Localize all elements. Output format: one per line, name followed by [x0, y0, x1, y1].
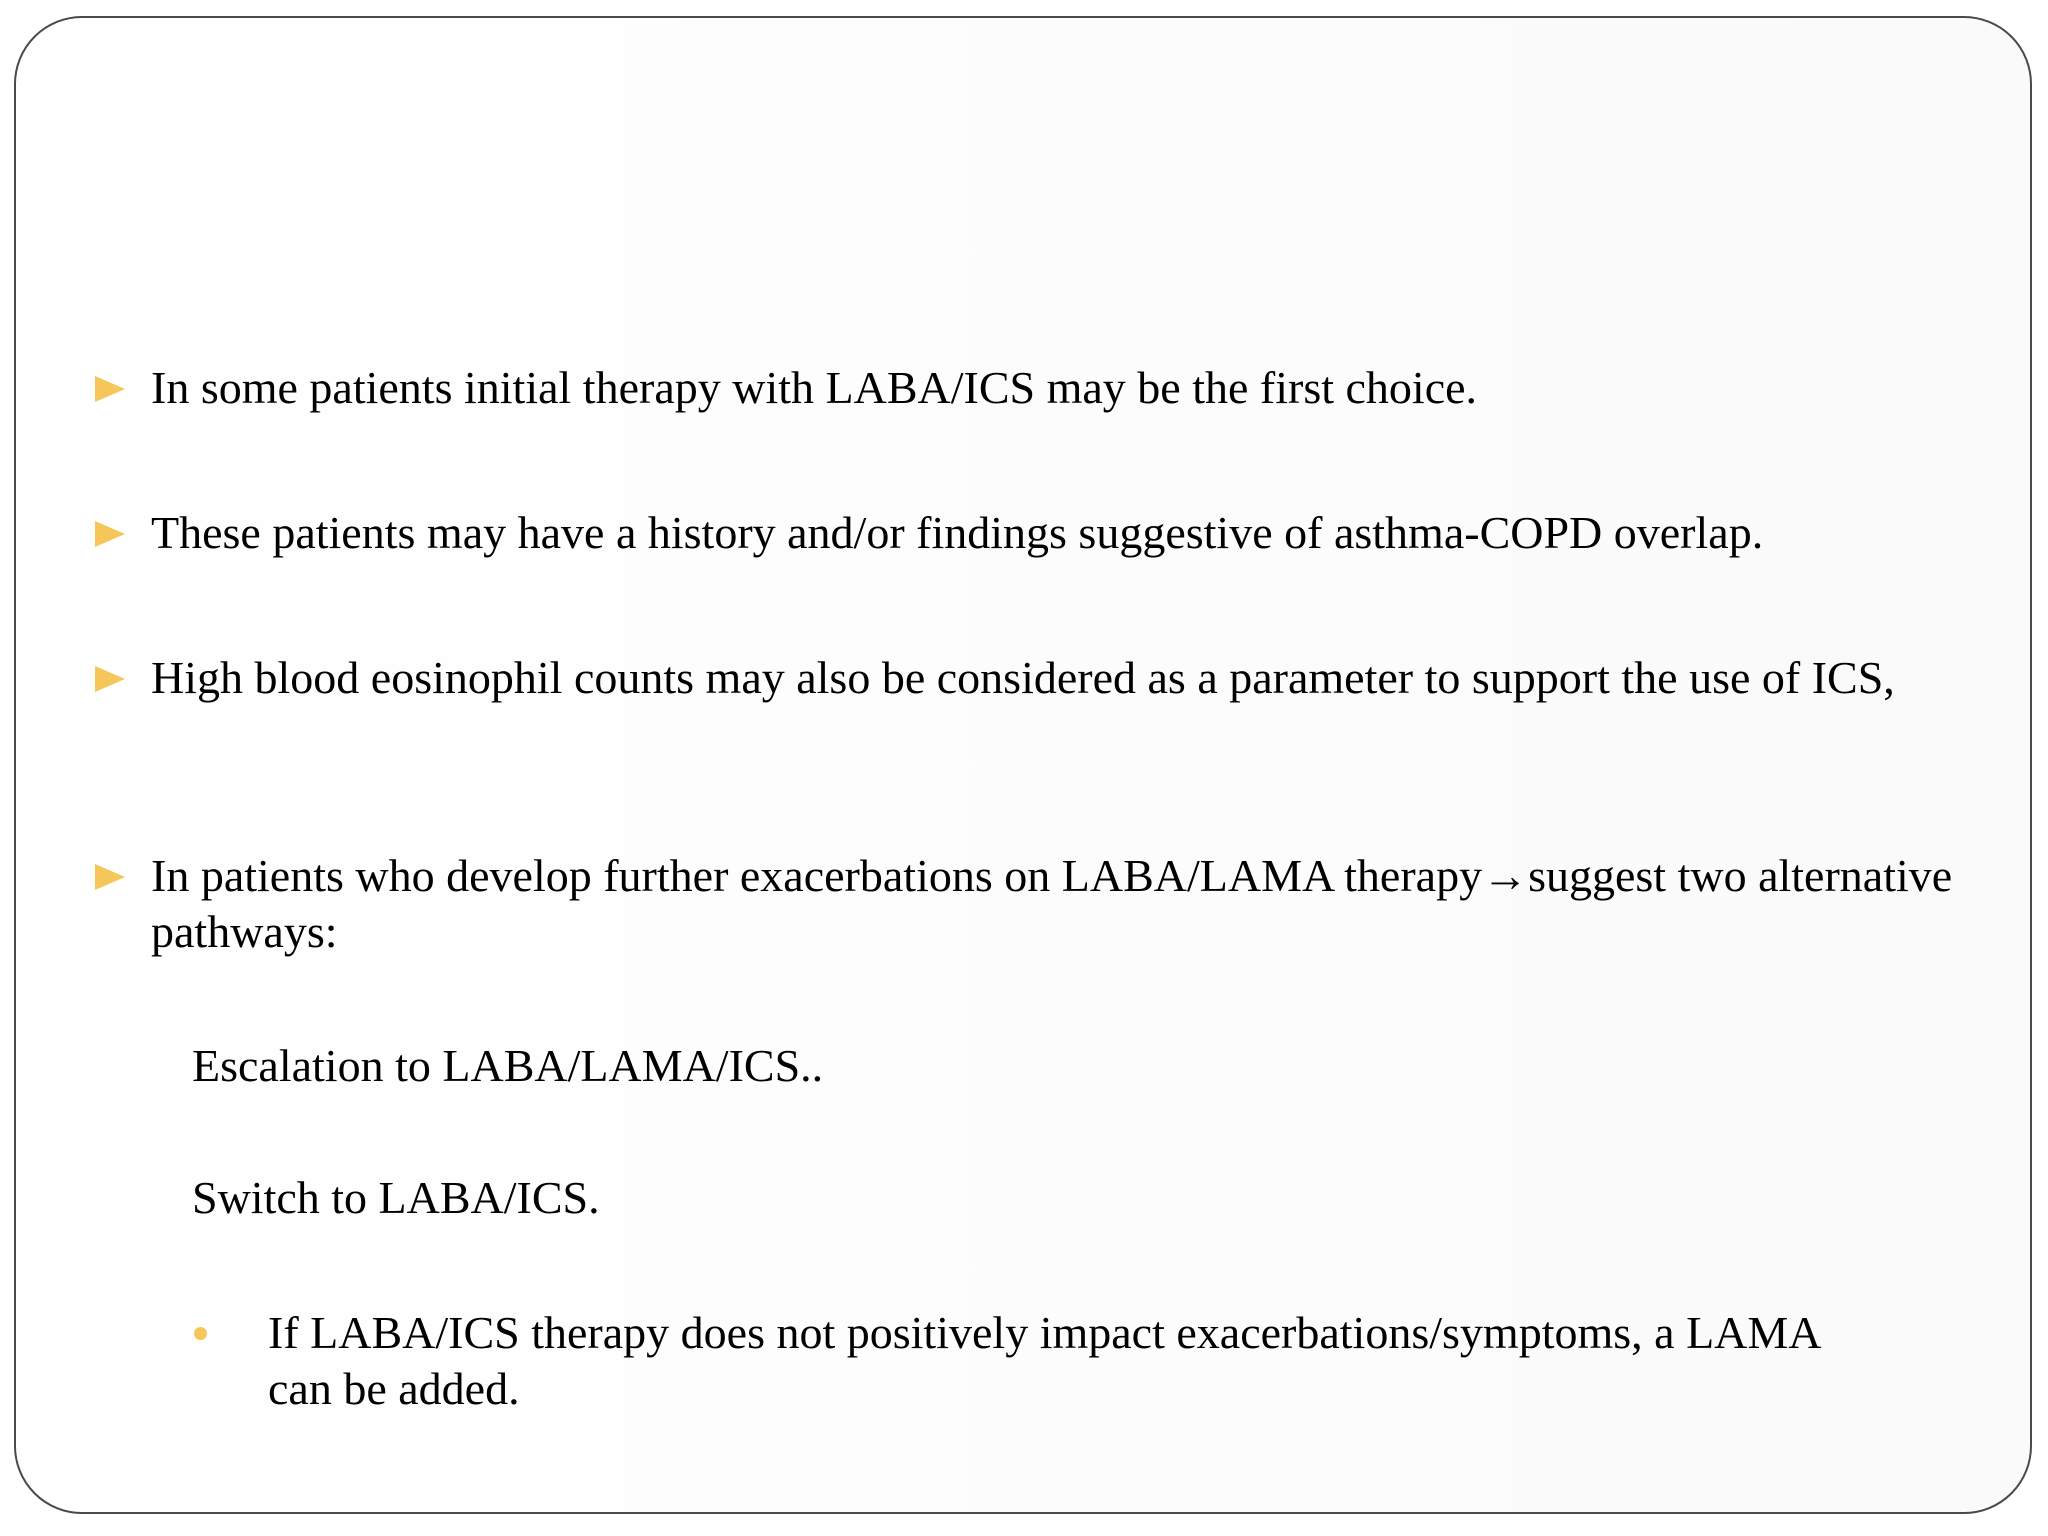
pathway-escalation: Escalation to LABA/LAMA/ICS..: [192, 1040, 824, 1091]
bullet-text: In patients who develop further exacerbations on LABA/LAMA therapy→suggest two alternative pathways:: [151, 850, 1953, 957]
pathway-switch: Switch to LABA/ICS.: [192, 1172, 600, 1223]
bullet-text: These patients may have a history and/or findings suggestive of asthma-COPD overlap.: [151, 507, 1764, 558]
triangle-bullet-icon: [95, 650, 151, 706]
bullet-text: In some patients initial therapy with LABA/ICS may be the first choice.: [151, 362, 1478, 413]
bullet-text: High blood eosinophil counts may also be considered as a parameter to support the use of ICS,: [151, 652, 1895, 703]
bullet-item-4: [95, 848, 1975, 960]
triangle-bullet-icon: [95, 505, 151, 561]
bullet-item-3: [95, 650, 1975, 706]
dot-bullet-icon: [192, 1305, 268, 1361]
triangle-bullet-icon: [95, 360, 151, 416]
bullet-item-1: [95, 360, 1975, 416]
sub-bullet-text: If LABA/ICS therapy does not positively impact exacerbations/symptoms, a LAMA can be added.: [268, 1307, 1819, 1414]
triangle-bullet-icon: [95, 848, 151, 904]
bullet-item-2: [95, 505, 1975, 561]
sub-bullet-item: [192, 1305, 1892, 1417]
slide-frame: [14, 16, 2032, 1514]
